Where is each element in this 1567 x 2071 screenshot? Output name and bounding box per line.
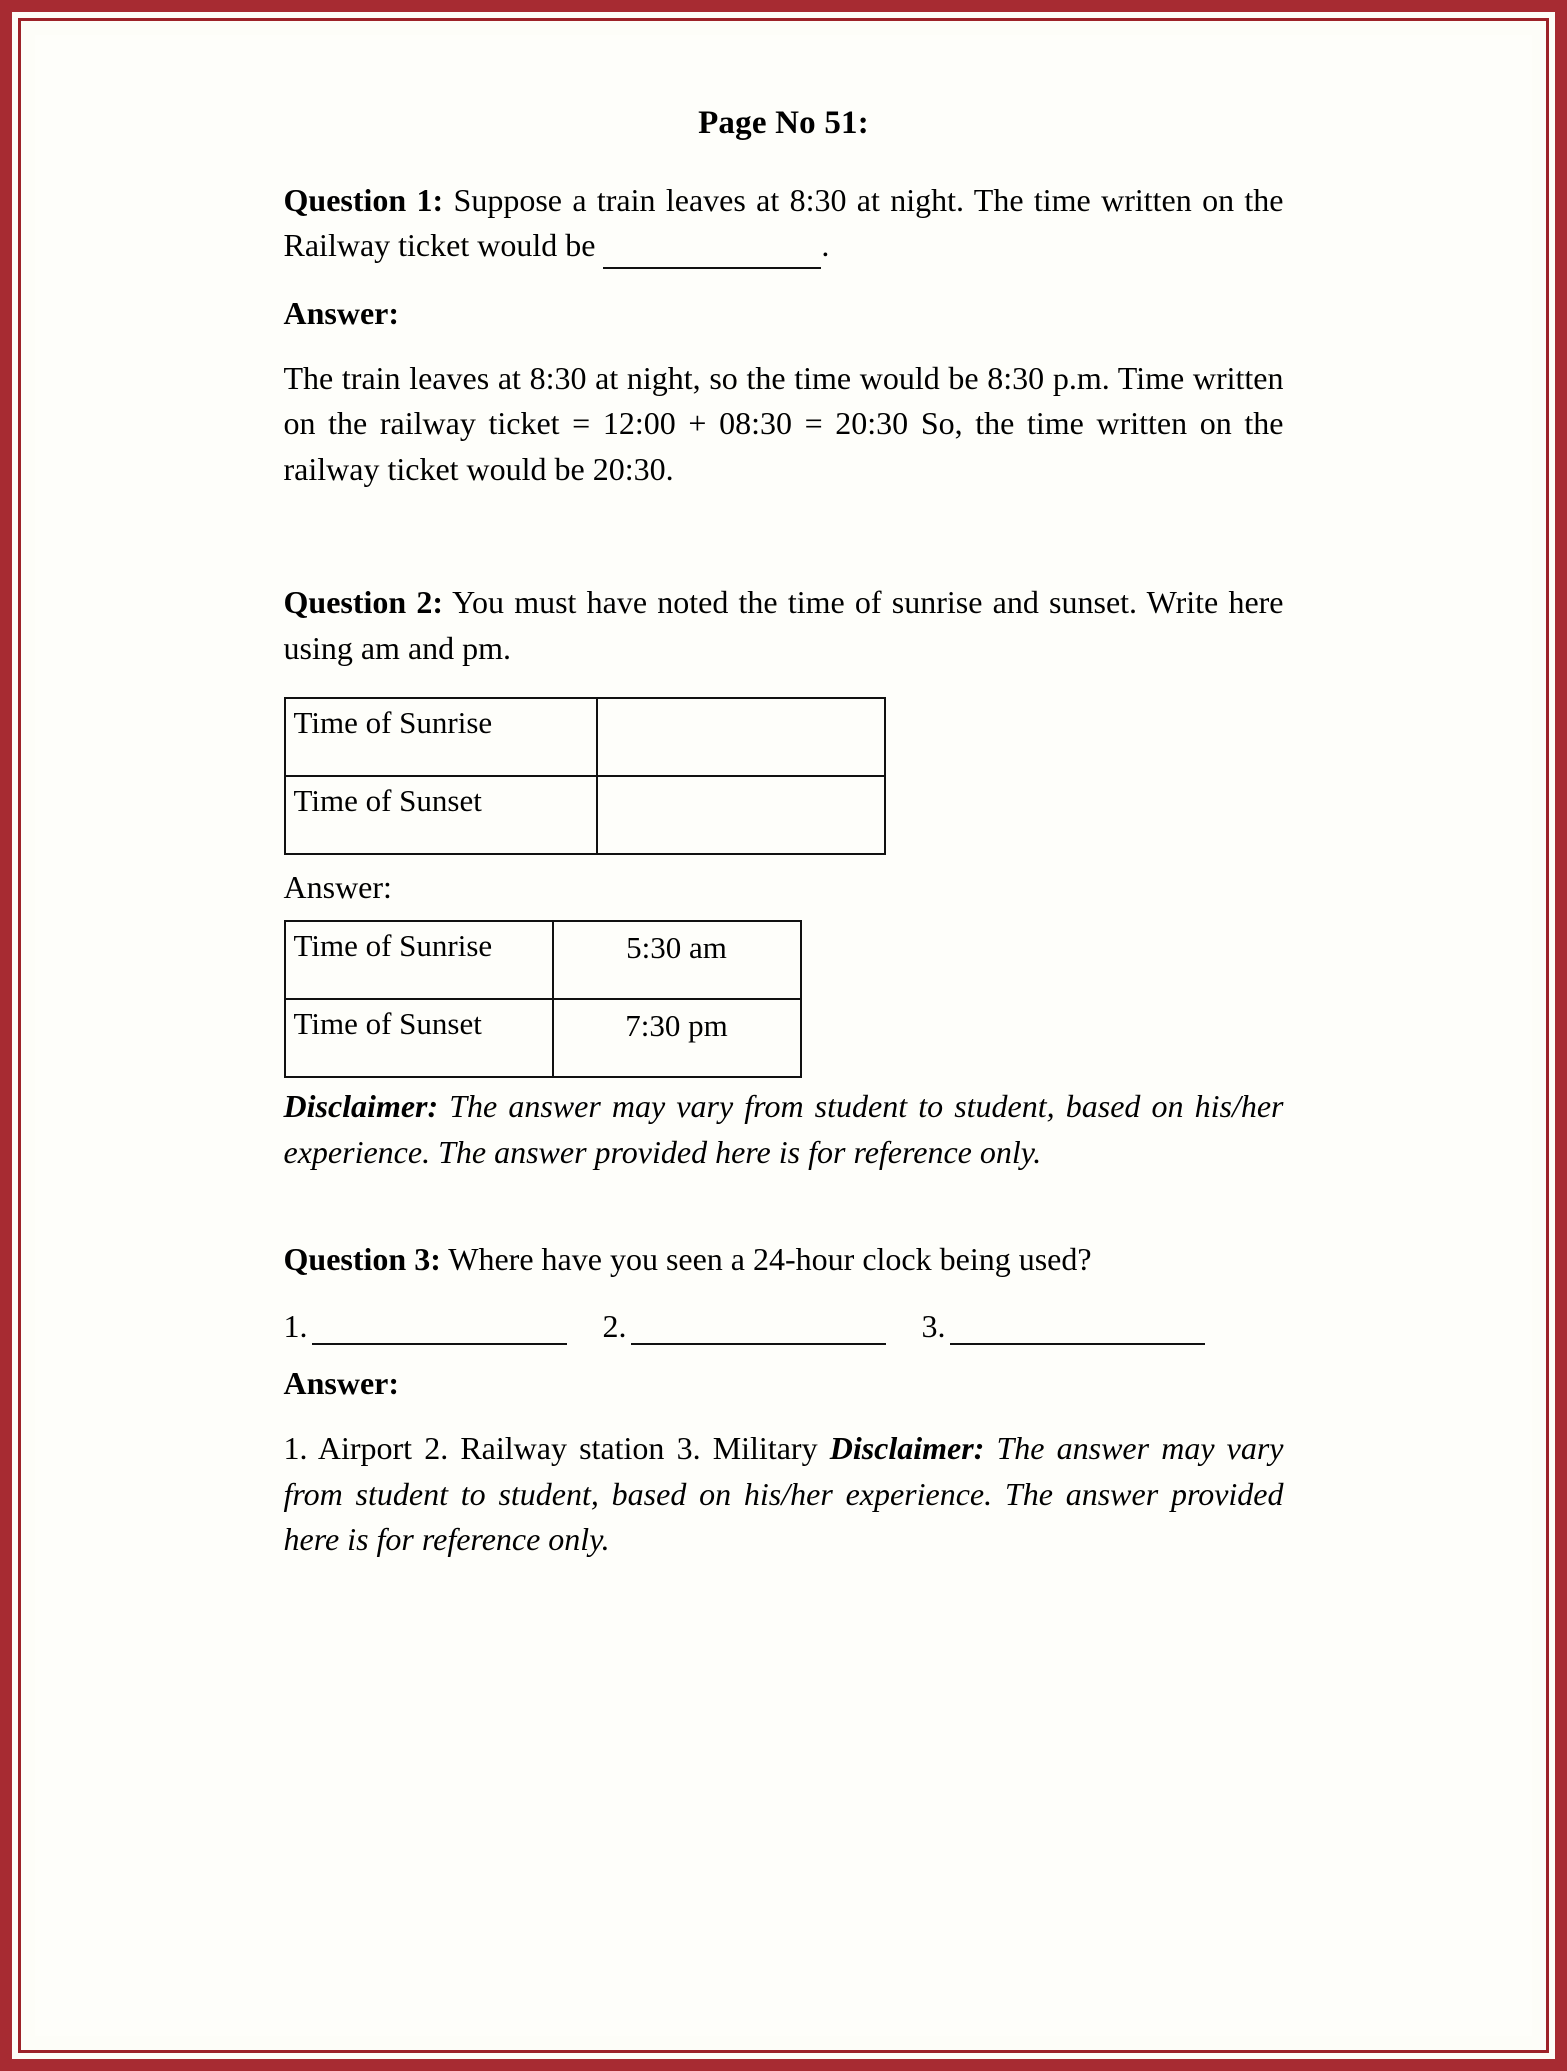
question-3-disclaimer-label: Disclaimer: (829, 1430, 985, 1467)
sunrise-sunset-blank-table (284, 697, 886, 855)
question-1-label: Question 1: (283, 182, 444, 218)
question-3-answer-label: Answer: (283, 1365, 400, 1402)
sunrise-sunset-answer-table (284, 920, 802, 1078)
question-2-disclaimer (284, 1084, 1284, 1175)
question-3-answer (284, 1426, 1284, 1562)
table-cell-label-sunset: Time of Sunset (285, 776, 597, 854)
table-cell-value-sunset[interactable] (597, 776, 885, 854)
table-row (285, 776, 885, 854)
question-1-answer-blank[interactable] (603, 233, 821, 269)
question-3-prompt (284, 1237, 1284, 1282)
question-3-blank-1[interactable] (312, 1310, 567, 1346)
answer-cell-value-sunrise: 5:30 am (553, 921, 801, 999)
question-1-blank-suffix: . (821, 227, 830, 264)
question-3-blank-2-number: 2. (602, 1308, 627, 1345)
question-3-blank-row (284, 1308, 1284, 1345)
table-cell-value-sunrise[interactable] (597, 698, 885, 776)
question-3-blank-3[interactable] (950, 1310, 1205, 1346)
page-title: Page No 51: (698, 105, 869, 141)
question-2-disclaimer-label: Disclaimer: (283, 1088, 439, 1125)
document-content (284, 105, 1284, 1563)
question-3-label: Question 3: (283, 1240, 441, 1277)
section-spacer (284, 1175, 1284, 1237)
question-3-blank-3-number: 3. (921, 1308, 946, 1345)
document-sheet (35, 35, 1532, 2036)
question-3-blank-1-number: 1. (283, 1308, 308, 1345)
answer-cell-label-sunset: Time of Sunset (285, 999, 553, 1077)
table-row (285, 698, 885, 776)
question-2-prompt (284, 580, 1284, 671)
question-2-text: You must have noted the time of sunrise and sunset. Write here using am and pm. (283, 584, 1284, 666)
question-1-answer-label: Answer: (283, 294, 400, 331)
question-2-label: Question 2: (283, 584, 444, 621)
question-2-disclaimer-text: The answer may vary from student to student, based on his/her experience. The answer provided here is for reference only. (283, 1088, 1284, 1170)
table-row (285, 921, 801, 999)
question-2-answer-label: Answer: (283, 869, 392, 906)
answer-cell-value-sunset: 7:30 pm (553, 999, 801, 1077)
question-1-prompt (284, 178, 1284, 269)
question-1-text: Suppose a train leaves at 8:30 at night. The time written on the Railway ticket would be (283, 182, 1284, 264)
question-3-blank-2[interactable] (631, 1310, 886, 1346)
question-3-text: Where have you seen a 24-hour clock being used? (440, 1240, 1092, 1277)
table-cell-label-sunrise: Time of Sunrise (285, 698, 597, 776)
question-1-answer-text: The train leaves at 8:30 at night, so the time would be 8:30 p.m. Time written on the railway ticket = 12:00 + 08:30 = 20:30 So, the time written on the railway ticket would be 20:30. (283, 359, 1284, 487)
answer-cell-label-sunrise: Time of Sunrise (285, 921, 553, 999)
question-3-disclaimer-text: The answer may vary from student to student, based on his/her experience. The answer provided here is for reference only. (283, 1430, 1284, 1558)
table-row (285, 999, 801, 1077)
question-3-answer-text: 1. Airport 2. Railway station 3. Military (283, 1430, 830, 1467)
section-spacer (284, 518, 1284, 580)
